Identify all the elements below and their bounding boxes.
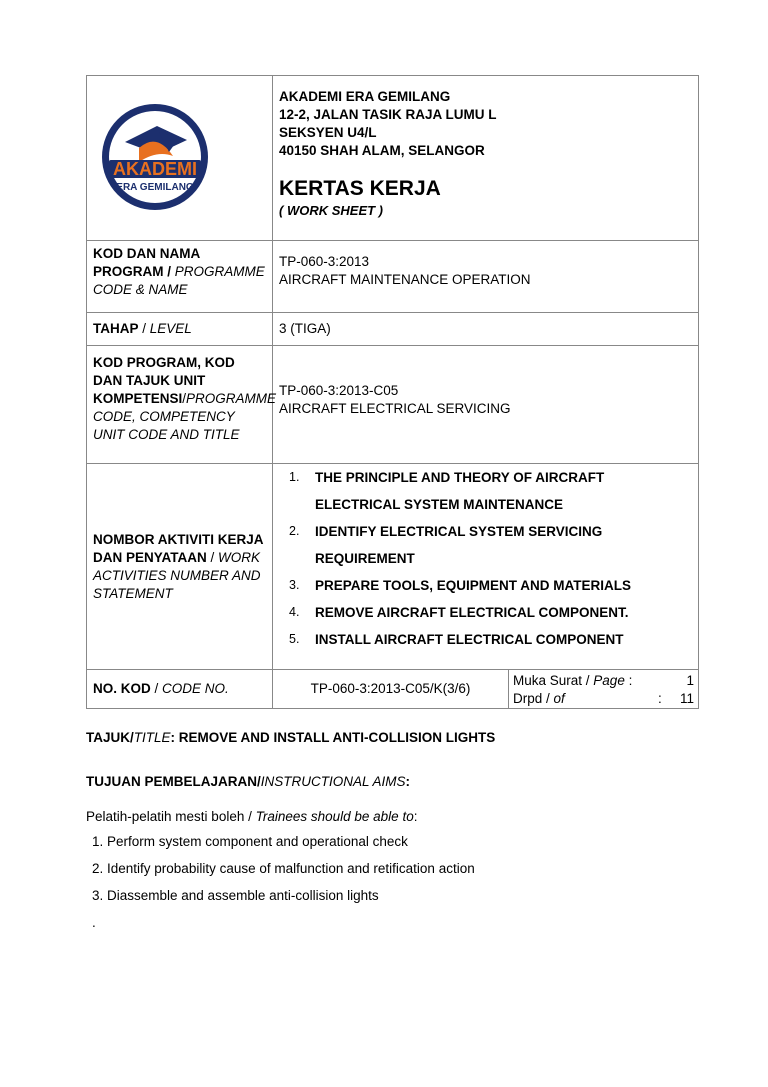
competency-code: TP-060-3:2013-C05 [279,383,399,398]
activity-number: 1. [289,470,300,484]
intro-text: Pelatih-pelatih mesti boleh / [86,809,256,824]
activity-text: THE PRINCIPLE AND THEORY OF AIRCRAFT ELECTRICAL SYSTEM MAINTENANCE [315,470,605,512]
aim-item: . [92,915,96,930]
activity-text: IDENTIFY ELECTRICAL SYSTEM SERVICING REQUIREMENT [315,524,603,566]
code-value: TP-060-3:2013-C05/K(3/6) [310,681,471,696]
address-line-3: 40150 SHAH ALAM, SELANGOR [279,143,485,158]
activity-number: 4. [289,605,300,619]
activity-item [289,464,692,518]
logo-cell [87,76,273,241]
level-label-en: LEVEL [149,321,192,336]
page-label-en: Page [593,673,625,688]
activity-text: PREPARE TOOLS, EQUIPMENT AND MATERIALS [315,578,632,593]
program-label-cell [87,241,273,313]
activities-label-en: WORK ACTIVITIES NUMBER AND STATEMENT [93,549,261,601]
level-label: TAHAP [93,321,139,336]
competency-label: KOD PROGRAM, KOD DAN TAJUK UNIT KOMPETENSI [93,355,235,406]
code-label-en: CODE NO. [162,681,229,696]
program-code: TP-060-3:2013 [279,254,370,269]
aims-intro [86,808,417,826]
address-line-2: SEKSYEN U4/L [279,125,377,140]
aims-label-colon: : [405,774,411,789]
title-label-en: TITLE [133,730,171,745]
activity-number: 5. [289,632,300,646]
activities-label-cell [87,464,273,670]
activity-item [289,626,692,653]
activity-number: 3. [289,578,300,592]
program-label: KOD DAN NAMA PROGRAM / [93,246,200,279]
activity-number: 2. [289,524,300,538]
competency-value-cell [273,346,699,464]
institution-cell [273,76,699,241]
institution-address [279,80,692,160]
page-cell [509,670,699,709]
header-table [86,75,699,709]
institution-name: AKADEMI ERA GEMILANG [279,89,451,104]
logo-text-top: AKADEMI [113,159,197,179]
page-label: Muka Surat / [513,673,594,688]
title-text: : REMOVE AND INSTALL ANTI-COLLISION LIGHTS [170,730,496,745]
level-label-cell [87,313,273,346]
competency-label-cell [87,346,277,464]
aims-heading [86,773,410,791]
title-label: TAJUK/ [86,730,134,745]
of-sep: : [658,691,662,706]
aim-item: 1. Perform system component and operational check [92,834,408,849]
title-line [86,729,495,747]
level-value: 3 (TIGA) [279,321,331,336]
address-line-1: 12-2, JALAN TASIK RAJA LUMU L [279,107,497,122]
page-number-line [513,672,694,690]
activity-item [289,599,692,626]
aim-item: 3. Diassemble and assemble anti-collision lights [92,888,379,903]
code-label: NO. KOD [93,681,151,696]
level-value-cell [273,313,699,346]
program-name: AIRCRAFT MAINTENANCE OPERATION [279,272,531,287]
level-label-sep: / [138,321,150,336]
activities-label-sep: / [206,549,219,565]
activities-label: NOMBOR AKTIVITI KERJA DAN PENYATAAN [93,531,264,565]
page-value: 1 [686,673,694,688]
competency-title: AIRCRAFT ELECTRICAL SERVICING [279,401,511,416]
activities-list-cell [273,464,699,670]
aim-item: 2. Identify probability cause of malfunction and retification action [92,861,475,876]
competency-label-en: PROGRAMME CODE, COMPETENCY UNIT CODE AND TITLE [93,391,277,442]
page-sep: : [624,673,633,688]
page-total: 11 [679,691,694,706]
code-label-sep: / [150,681,163,696]
activity-item [289,572,692,599]
of-label-en: of [553,691,565,706]
activity-item [289,518,692,572]
program-value-cell [273,241,699,313]
activities-list [289,464,692,653]
page-total-line [513,690,694,708]
doc-subtitle: ( WORK SHEET ) [279,203,383,218]
academy-logo [99,102,211,212]
code-value-cell [273,670,509,709]
activity-text: REMOVE AIRCRAFT ELECTRICAL COMPONENT. [315,605,629,620]
doc-title: KERTAS KERJA [279,177,441,200]
aims-label-en: INSTRUCTIONAL AIMS [260,774,406,789]
aims-label: TUJUAN PEMBELAJARAN/ [86,774,261,789]
activity-text: INSTALL AIRCRAFT ELECTRICAL COMPONENT [315,632,624,647]
program-label-en: PROGRAMME CODE & NAME [93,264,265,297]
competency-label-sep: / [182,391,187,406]
logo-text-bottom: ERA GEMILANG [116,182,194,193]
intro-colon: : [413,809,418,824]
of-label: Drpd / [513,691,554,706]
intro-text-en: Trainees should be able to [255,809,414,824]
code-label-cell [87,670,273,709]
